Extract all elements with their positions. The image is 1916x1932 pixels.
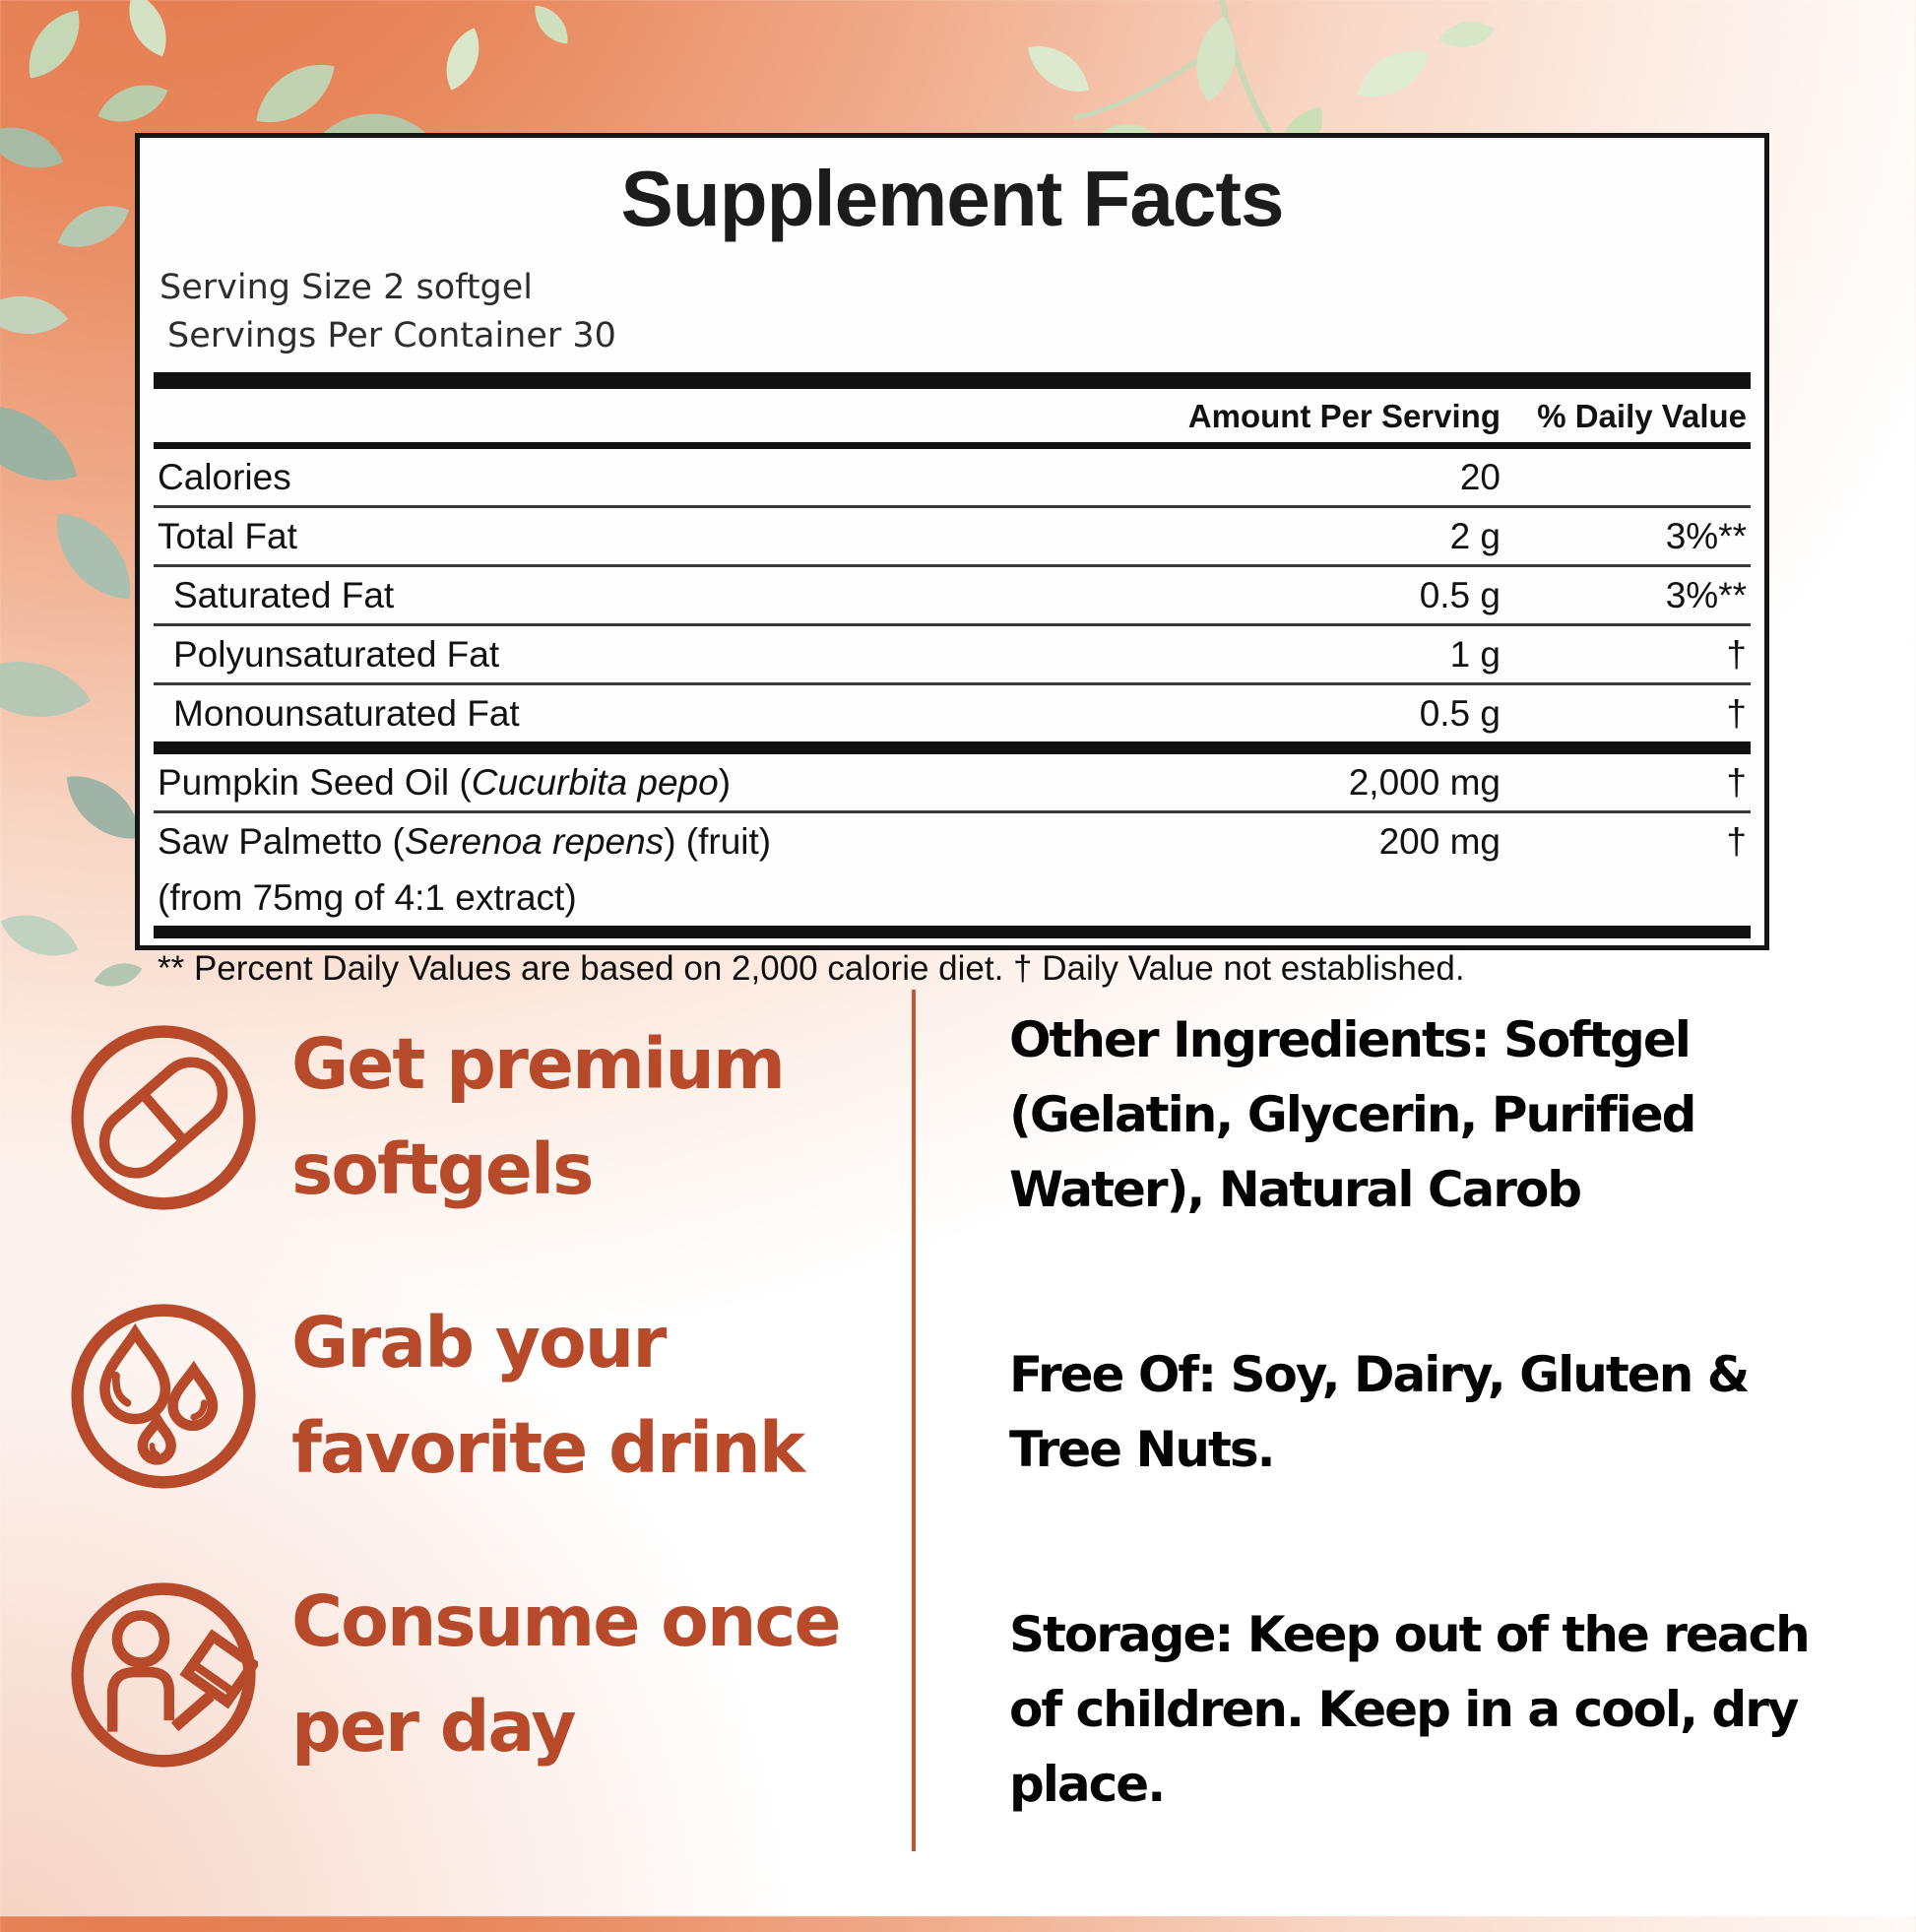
benefit-row-consume <box>69 1570 906 1779</box>
facts-row <box>154 869 1751 926</box>
row-amount: 0.5 g <box>1419 575 1501 615</box>
row-amount: 1 g <box>1449 634 1501 675</box>
row-daily-value: † <box>1726 693 1747 734</box>
text-line: softgels <box>291 1127 593 1210</box>
row-amount: 200 mg <box>1378 821 1501 862</box>
facts-row <box>154 564 1751 623</box>
facts-row <box>154 623 1751 682</box>
facts-table-header <box>154 389 1751 449</box>
benefit-text <box>291 1012 784 1222</box>
facts-row <box>154 505 1751 564</box>
facts-row <box>154 754 1751 810</box>
text-line: Storage: Keep out of the reach <box>1009 1606 1809 1663</box>
facts-row <box>154 682 1751 741</box>
row-amount: 2,000 mg <box>1348 762 1501 803</box>
row-label: Pumpkin Seed Oil (Cucurbita pepo) <box>158 762 732 803</box>
text-line: Consume once <box>291 1580 840 1662</box>
info-column <box>1009 1002 1876 1932</box>
text-line: Get premium <box>291 1023 784 1105</box>
daily-value-footnote: ** Percent Daily Values are based on 2,000 calorie diet. † Daily Value not established. <box>158 949 1465 988</box>
row-label: Calories <box>158 457 291 497</box>
column-daily-value: % Daily Value <box>1537 398 1747 434</box>
facts-row <box>154 810 1751 869</box>
row-amount: 20 <box>1459 457 1501 497</box>
text-line: place. <box>1009 1756 1165 1813</box>
panel-title: Supplement Facts <box>620 155 1284 242</box>
row-label: Saw Palmetto (Serenoa repens) (fruit) <box>158 821 772 862</box>
text-line: Grab your <box>291 1302 666 1384</box>
facts-row <box>154 449 1751 505</box>
row-label: Polyunsaturated Fat <box>173 634 500 675</box>
text-line: favorite drink <box>291 1406 803 1489</box>
other-ingredients-text <box>1009 1002 1876 1227</box>
thick-divider <box>154 372 1751 389</box>
softgel-capsule-icon <box>69 1023 258 1212</box>
latin-name: Serenoa repens <box>404 821 665 862</box>
text-line: of children. Keep in a cool, dry <box>1009 1681 1798 1738</box>
row-daily-value: † <box>1726 821 1747 862</box>
latin-name: Cucurbita pepo <box>471 762 719 803</box>
benefit-text <box>291 1291 803 1501</box>
row-daily-value: 3%** <box>1665 516 1747 556</box>
benefits-list <box>69 1012 906 1848</box>
thick-divider <box>154 926 1751 938</box>
serving-size-text: Serving Size 2 softgel <box>160 268 534 307</box>
benefit-text <box>291 1570 840 1779</box>
text-line: Water), Natural Carob <box>1009 1161 1581 1218</box>
row-daily-value: 3%** <box>1665 575 1747 615</box>
text-line: Tree Nuts. <box>1009 1421 1274 1478</box>
column-divider-line <box>912 990 916 1851</box>
supplement-facts-panel <box>135 133 1769 988</box>
water-drops-icon <box>69 1302 258 1491</box>
row-amount: 2 g <box>1449 516 1501 556</box>
text-line: per day <box>291 1685 575 1768</box>
benefit-row-softgels <box>69 1012 906 1222</box>
person-drinking-icon <box>69 1580 258 1770</box>
row-daily-value: † <box>1726 762 1747 803</box>
thick-divider <box>154 741 1751 754</box>
row-daily-value: † <box>1726 634 1747 675</box>
servings-per-container-text: Servings Per Container 30 <box>167 316 616 355</box>
row-label: (from 75mg of 4:1 extract) <box>158 877 577 918</box>
leaf-cluster-left-edge <box>0 385 153 991</box>
storage-text <box>1009 1597 1876 1822</box>
row-label: Total Fat <box>158 516 297 556</box>
row-label: Saturated Fat <box>173 575 395 615</box>
column-amount-per-serving: Amount Per Serving <box>1187 398 1501 434</box>
benefit-row-drink <box>69 1291 906 1501</box>
row-label: Monounsaturated Fat <box>173 693 520 734</box>
free-of-text <box>1009 1337 1876 1487</box>
row-amount: 0.5 g <box>1419 693 1501 734</box>
facts-rows <box>154 449 1751 926</box>
text-line: (Gelatin, Glycerin, Purified <box>1009 1086 1695 1143</box>
text-line: Other Ingredients: Softgel <box>1009 1011 1690 1068</box>
text-line: Free Of: Soy, Dairy, Gluten & <box>1009 1346 1749 1403</box>
